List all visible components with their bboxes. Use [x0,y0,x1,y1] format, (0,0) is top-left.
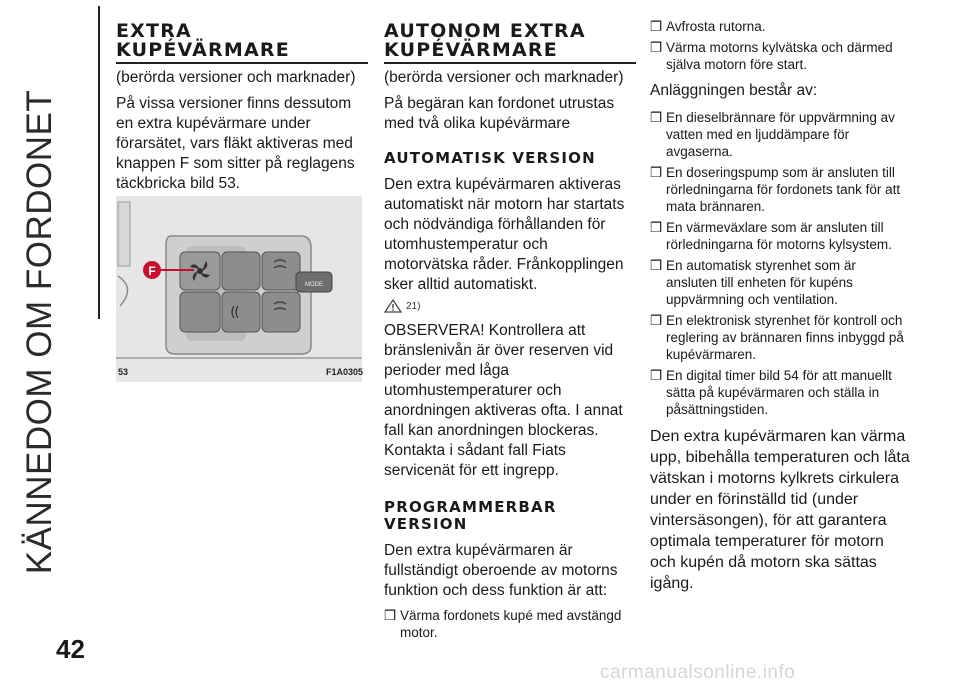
heading-rule [116,62,368,64]
prog-body: Den extra kupévärmaren är fullständigt oberoende av motorns funktion och dess funktion är att: [384,542,618,599]
footer-watermark: carmanualsonline.info [600,662,796,683]
callout-f-label: F [148,264,156,278]
checkbox-bullet-icon: ❒ [650,165,663,180]
figure-number: 53 [118,367,129,377]
checkbox-bullet-icon: ❒ [650,368,663,383]
mode-button-label: MODE [305,282,323,288]
checkbox-bullet-icon: ❒ [650,110,663,125]
list-item: ❒ En värmeväxlare som är ansluten till rörledningarna för motorns kylsystem. [650,220,892,252]
warning-reference: 21) [384,299,636,313]
control-panel-illustration [116,196,362,382]
components-heading: Anläggningen består av: [650,82,818,99]
list-item: ❒ En dieselbrännare för uppvärmning av vatten med en ljuddämpare för avgaserna. [650,110,895,159]
checkbox-bullet-icon: ❒ [650,258,663,273]
auto-body: Den extra kupévärmaren aktiveras automatiskt när motorn har startats och nödvändiga förhållanden för utomhustemperatur och motorvätska råder. Frånkopplingen sker alltid automatiskt. [384,176,625,293]
figure-code: F1A0305 [326,367,364,377]
checkbox-bullet-icon: ❒ [650,220,663,235]
list-item: ❒ En digital timer bild 54 för att manuellt sätta på kupévärmaren och ställa in påsättningstiden. [650,368,892,417]
warning-triangle-icon [384,299,402,313]
subtitle: (berörda versioner och marknader) [384,69,624,86]
figure-53-control-panel [116,196,362,382]
heading-rule [384,62,636,64]
note-text: OBSERVERA! Kontrollera att bränslenivån är över reserven vid perioder med låga utomhustemperaturer och anordningen aktiveras ofta. I annat fall kan anordningen blockeras. Kontakta i sådant fall Fiats servicenät för ett ingrepp. [384,322,623,479]
column-2 [384,22,636,645]
checkbox-bullet-icon: ❒ [384,608,397,623]
subtitle: (berörda versioner och marknader) [116,69,356,86]
closing-text: Den extra kupévärmaren kan värma upp, bibehålla temperaturen och låta vätskan i motorns kylkrets cirkulera under en förinställd tid (under vintersäsongen), för att garantera optimala temperaturer för motorn och kupén då motorn ska sättas igång. [650,428,910,592]
list-item: ❒ En elektronisk styrenhet för kontroll och reglering av brännaren finns inbyggd på kupévärmaren. [650,313,904,362]
body-text: På vissa versioner finns dessutom en extra kupévärmare under förarsätet, vars fläkt aktiveras med knappen F som sitter på reglagens täckbricka bild 53. [116,95,355,192]
intro-text: På begäran kan fordonet utrustas med två olika kupévärmare [384,95,615,132]
heading-extra-kupevarmare: EXTRA KUPÉVÄRMARE [116,20,290,61]
list-item: ❒ Värma motorns kylvätska och därmed själva motorn före start. [650,40,893,72]
page-number: 42 [56,634,85,664]
checkbox-bullet-icon: ❒ [650,19,663,34]
side-rule [98,6,100,319]
checkbox-bullet-icon: ❒ [650,40,663,55]
list-item: ❒ En doseringspump som är ansluten till rörledningarna för fordonets tank för att mata brännaren. [650,165,901,214]
section-side-title: KÄNNEDOM OM FORDONET [20,89,59,575]
heading-automatisk-version: AUTOMATISK VERSION [384,149,596,167]
column-1 [116,22,368,194]
column-3 [650,18,910,594]
list-item: ❒ Avfrosta rutorna. [650,19,766,34]
heading-programmerbar-version: PROGRAMMERBAR VERSION [384,498,557,533]
list-item: ❒ En automatisk styrenhet som är ansluten till enheten för kupéns uppvärmning och ventilation. [650,258,856,307]
checkbox-bullet-icon: ❒ [650,313,663,328]
heading-autonom-extra-kupevarmare: AUTONOM EXTRA KUPÉVÄRMARE [384,20,586,61]
list-item: ❒ Värma fordonets kupé med avstängd motor. [384,608,622,640]
